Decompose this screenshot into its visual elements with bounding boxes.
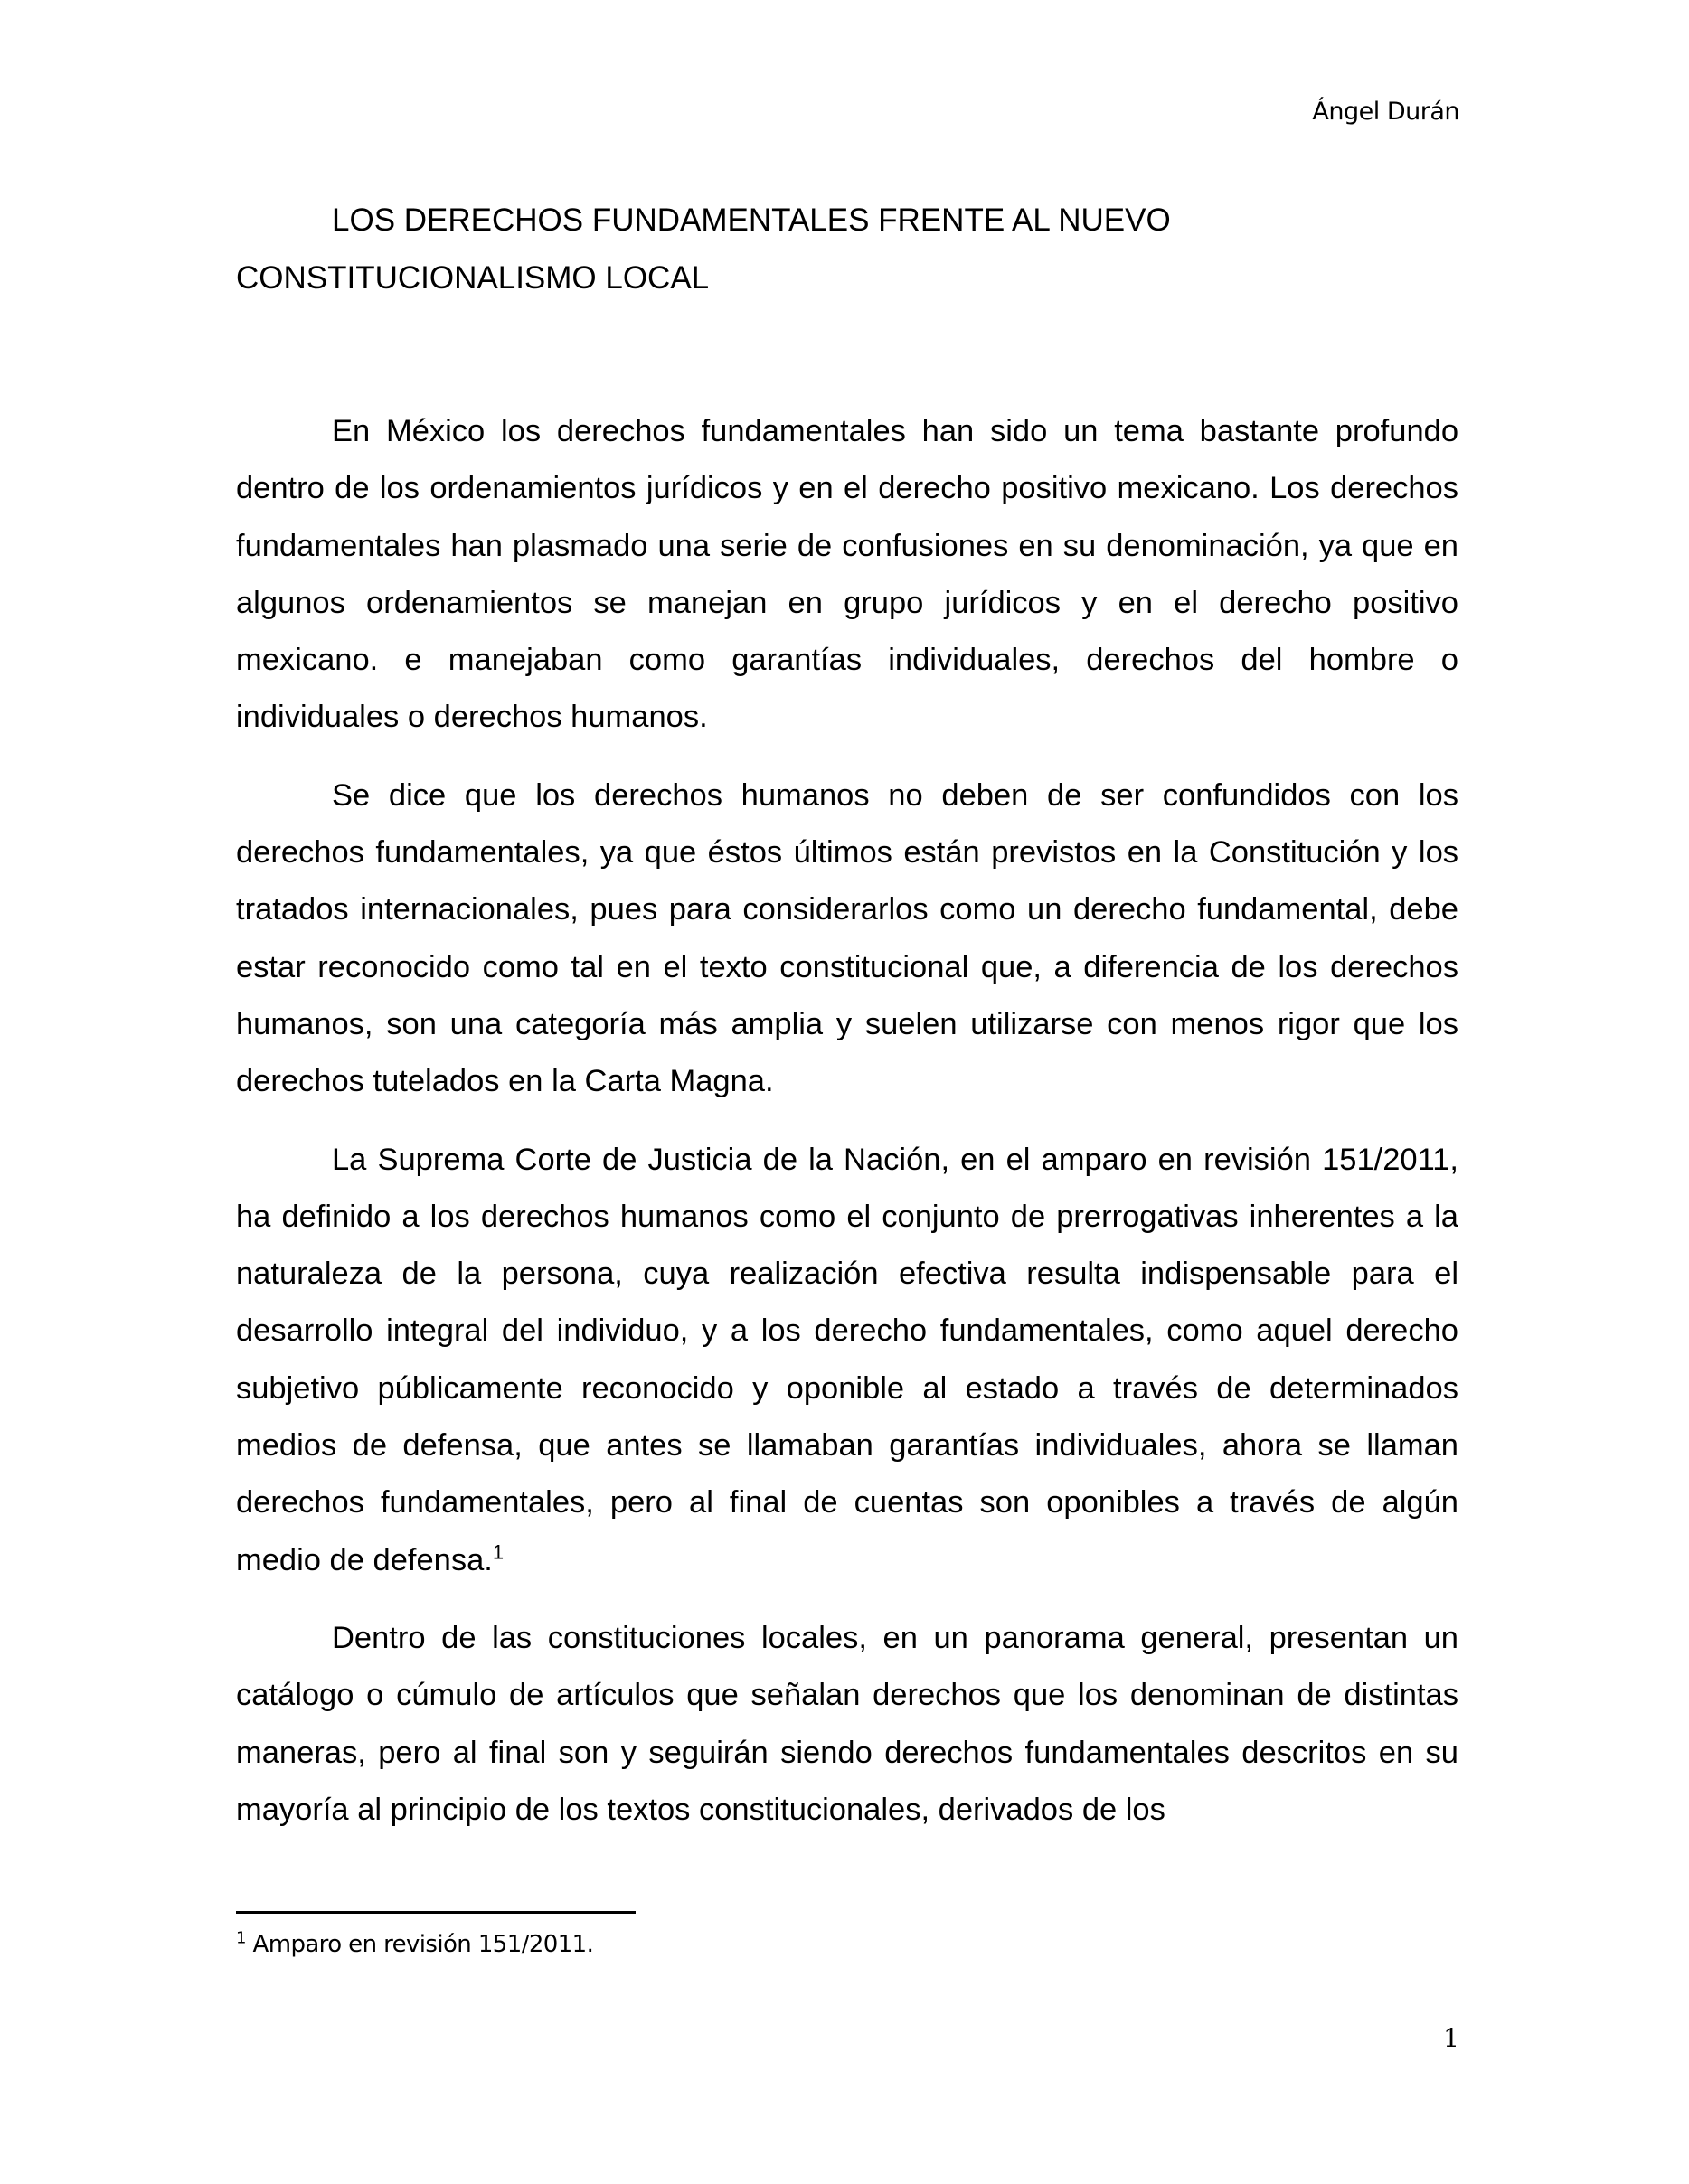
footnote-number: 1 (236, 1928, 246, 1948)
paragraph-3 (236, 1132, 1458, 1589)
paragraph-4: Dentro de las constituciones locales, en un panorama general, presentan un catálogo o cúmulo de artículos que señalan derechos que los denominan de distintas maneras, pero al final son y seguirán siendo derechos fundamentales descritos en su mayoría al principio de los textos constitucionales, derivados de los (236, 1620, 1458, 1827)
footnote-text: Amparo en revisión 151/2011. (252, 1931, 594, 1958)
document-body (236, 403, 1458, 1859)
footnote-separator (236, 1911, 636, 1914)
paragraph-3-text: La Suprema Corte de Justicia de la Nación, en el amparo en revisión 151/2011, ha definido a los derechos humanos como el conjunto de prerrogativas inherentes a la naturaleza de la persona, cuya realización efectiva resulta indispensable para el desarrollo integral del individuo, y a los derecho fundamentales, como aquel derecho subjetivo públicamente reconocido y oponible al estado a través de determinados medios de defensa, que antes se llamaban garantías individuales, ahora se llaman derechos fundamentales, pero al final de cuentas son oponibles a través de algún medio de defensa. (236, 1142, 1458, 1577)
running-header-author: Ángel Durán (1312, 98, 1459, 126)
paragraph-2: Se dice que los derechos humanos no deben de ser confundidos con los derechos fundamentales, ya que éstos últimos están previstos en la Constitución y los tratados internacionales, pues para considerarlos como un derecho fundamental, debe estar reconocido como tal en el texto constitucional que, a diferencia de los derechos humanos, son una categoría más amplia y suelen utilizarse con menos rigor que los derechos tutelados en la Carta Magna. (236, 777, 1458, 1099)
footnote-reference[interactable]: 1 (492, 1540, 505, 1564)
title-line-2: CONSTITUCIONALISMO LOCAL (236, 260, 710, 296)
paragraph-1: En México los derechos fundamentales han sido un tema bastante profundo dentro de los ordenamientos jurídicos y en el derecho positivo mexicano. Los derechos fundamentales han plasmado una serie de confusiones en su denominación, ya que en algunos ordenamientos se manejan en grupo jurídicos y en el derecho positivo mexicano. e manejaban como garantías individuales, derechos del hombre o individuales o derechos humanos. (236, 414, 1458, 735)
page-number: 1 (1443, 2023, 1459, 2053)
title-line-1: LOS DERECHOS FUNDAMENTALES FRENTE AL NUEVO (332, 202, 1171, 238)
document-title (236, 192, 1458, 307)
footnote (236, 1928, 594, 1958)
